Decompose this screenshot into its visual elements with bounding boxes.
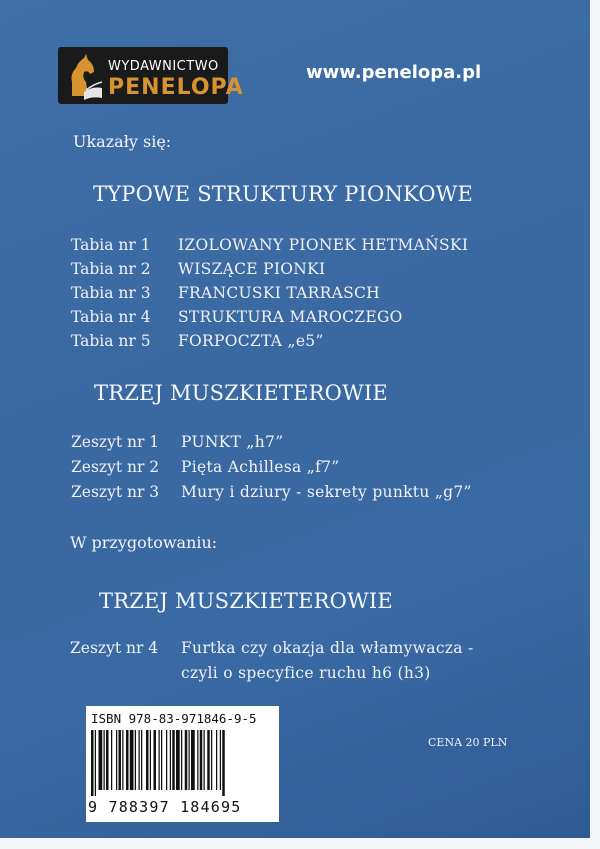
barcode-bar (161, 730, 162, 790)
series2-item-title: PUNKT „h7” (181, 433, 284, 451)
barcode-bar (126, 730, 129, 790)
barcode-bar (99, 730, 103, 790)
barcode-bar (154, 730, 157, 790)
series1-item-title: FRANCUSKI TARRASCH (178, 284, 380, 302)
barcode-bar (176, 730, 180, 790)
series1-item-label: Tabia nr 2 (71, 260, 151, 278)
barcode-bar (204, 730, 205, 790)
published-label: Ukazały się: (73, 132, 172, 151)
knight-book-icon (64, 52, 104, 100)
barcode-bar (150, 730, 151, 790)
series1-item-title: IZOLOWANY PIONEK HETMAŃSKI (178, 236, 469, 254)
barcode-bar (189, 730, 190, 790)
barcode-panel (86, 706, 279, 822)
series1-item-label: Tabia nr 3 (71, 284, 151, 302)
preparing-label: W przygotowaniu: (70, 533, 218, 552)
barcode-bar (170, 730, 171, 790)
barcode-bar (200, 730, 203, 790)
series1-item-title: STRUKTURA MAROCZEGO (178, 308, 403, 326)
barcode-bar (139, 730, 140, 790)
barcode-bar (119, 730, 122, 790)
series3-title: TRZEJ MUSZKIETEROWIE (99, 589, 393, 613)
barcode-bar (106, 730, 109, 790)
barcode-bar (220, 730, 221, 790)
barcode-bar (222, 730, 225, 796)
publisher-url[interactable]: www.penelopa.pl (306, 62, 482, 83)
logo-wordmark-top: WYDAWNICTWO (108, 59, 219, 74)
series1-item-title: WISZĄCE PIONKI (178, 260, 326, 278)
series2-item-title: Pięta Achillesa „f7” (181, 458, 340, 476)
barcode-bar (191, 730, 195, 790)
price-label: CENA 20 PLN (428, 736, 508, 749)
barcode-bar (159, 730, 160, 790)
barcode-bar (122, 730, 123, 790)
series1-item-label: Tabia nr 1 (71, 236, 151, 254)
publisher-logo (58, 47, 244, 104)
barcode-bar (135, 730, 136, 790)
barcode-bar (216, 730, 217, 790)
series2-item-label: Zeszyt nr 1 (71, 433, 160, 451)
series3-item-label: Zeszyt nr 4 (70, 639, 159, 657)
series1-item-label: Tabia nr 5 (71, 332, 151, 350)
barcode-bar (130, 730, 134, 790)
series2-title: TRZEJ MUSZKIETEROWIE (94, 381, 388, 405)
series1-item-label: Tabia nr 4 (71, 308, 151, 326)
barcode-bar (95, 730, 96, 796)
logo-wordmark-bottom: PENELOPA (108, 75, 244, 100)
series1-item-title: FORPOCZTA „e5” (178, 332, 324, 350)
barcode-bar (172, 730, 175, 790)
barcode-bar (104, 730, 105, 790)
barcode-bar (197, 730, 198, 790)
barcode-bars (91, 730, 275, 796)
isbn-text: ISBN 978-83-971846-9-5 (91, 711, 257, 726)
barcode-bar (185, 730, 188, 790)
barcode-bar (116, 730, 117, 790)
series2-item-label: Zeszyt nr 3 (71, 483, 160, 501)
series2-item-title: Mury i dziury - sekrety punktu „g7” (181, 483, 472, 501)
series1-title: TYPOWE STRUKTURY PIONKOWE (93, 182, 474, 206)
barcode-bar (211, 730, 212, 790)
series2-item-label: Zeszyt nr 2 (71, 458, 160, 476)
barcode-bar (166, 730, 167, 790)
barcode-bar (91, 730, 94, 796)
barcode-bar (207, 730, 210, 790)
barcode-bar (181, 730, 182, 790)
ean-digits: 9 788397 184695 (88, 798, 242, 816)
series3-item-title-line2: czyli o specyfice ruchu h6 (h3) (181, 664, 431, 682)
barcode-bar (146, 730, 149, 790)
series3-item-title-line1: Furtka czy okazja dla włamywacza - (181, 639, 474, 657)
barcode-bar (141, 730, 142, 790)
barcode-bar (111, 730, 112, 790)
